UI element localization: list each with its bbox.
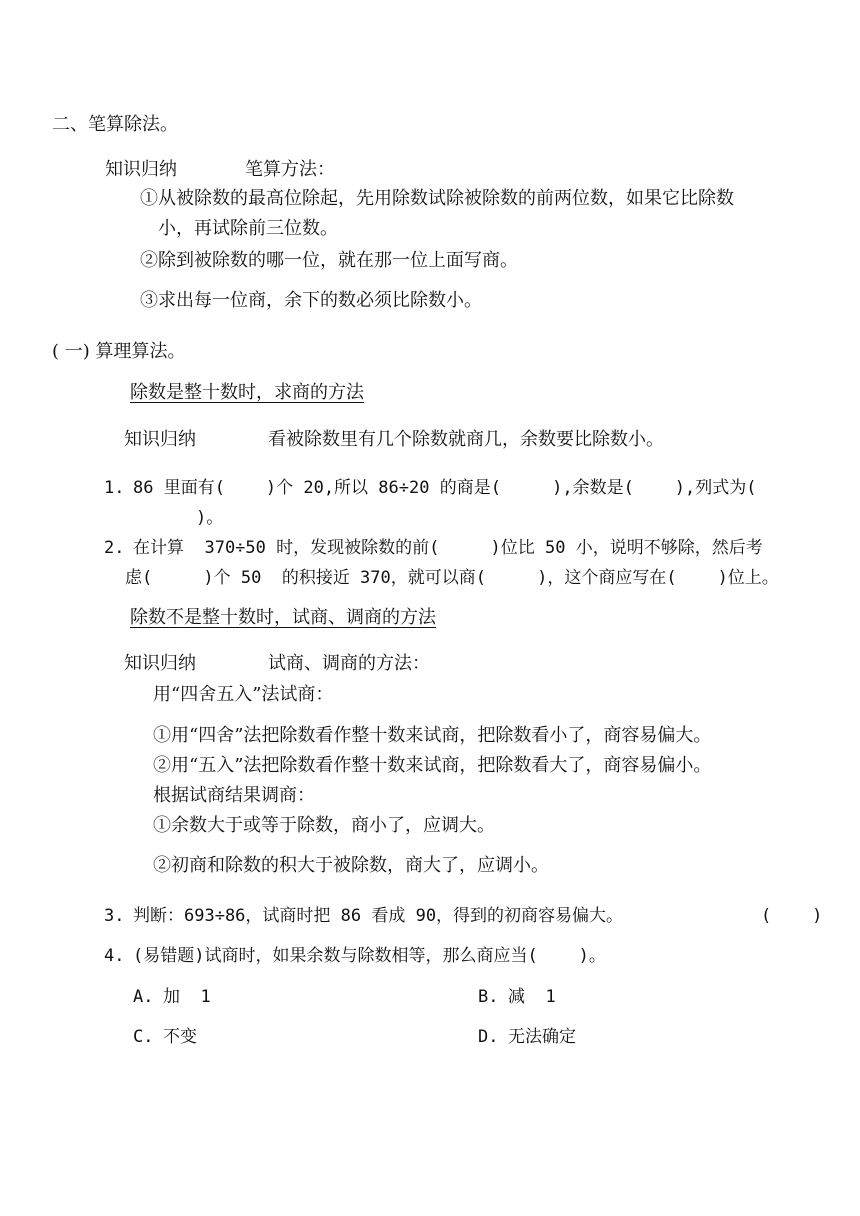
question-text: 判断：693÷86，试商时把 86 看成 90，得到的初商容易偏大。: [133, 906, 624, 926]
option-letter: A.: [133, 987, 154, 1007]
question-number: 2.: [104, 538, 125, 558]
method-line: ①余数大于或等于除数，商小了，应调大。: [153, 815, 495, 836]
knowledge-label: 知识归纳: [124, 429, 196, 450]
question-number: 1.: [104, 478, 125, 498]
method-line: ②初商和除数的积大于被除数，商大了，应调小。: [153, 855, 549, 876]
answer-bracket: ( ): [761, 906, 823, 926]
question-number: 4.: [104, 946, 125, 966]
case-heading: 除数是整十数时，求商的方法: [130, 382, 364, 403]
method-line: 用“四舍五入”法试商：: [153, 684, 334, 705]
section-title: 二、笔算除法。: [52, 114, 178, 135]
knowledge-title: 笔算方法：: [245, 159, 335, 180]
rule-line: ③求出每一位商，余下的数必须比除数小。: [140, 290, 482, 311]
option-letter: D.: [478, 1027, 499, 1047]
case-heading: 除数不是整十数时，试商、调商的方法: [130, 607, 436, 628]
option-text: 无法确定: [508, 1027, 576, 1047]
knowledge-text: 看被除数里有几个除数就商几，余数要比除数小。: [268, 429, 664, 450]
knowledge-title: 试商、调商的方法：: [268, 653, 430, 674]
knowledge-label: 知识归纳: [124, 653, 196, 674]
question-text: )。: [196, 508, 224, 528]
question-text: 86 里面有( )个 20,所以 86÷20 的商是( ),余数是( ),列式为(: [133, 478, 757, 498]
option-letter: B.: [478, 987, 499, 1007]
rule-line: 小，再试除前三位数。: [158, 218, 338, 239]
subsection-title: ( 一) 算理算法。: [52, 341, 186, 362]
method-line: ②用“五入”法把除数看作整十数来试商，把除数看大了，商容易偏小。: [153, 755, 712, 776]
question-text: (易错题)试商时，如果余数与除数相等，那么商应当( )。: [133, 946, 606, 966]
option-text: 加 1: [163, 987, 211, 1007]
option-text: 不变: [163, 1027, 197, 1047]
question-text: 虑( )个 50 的积接近 370，就可以商( )，这个商应写在( )位上。: [125, 568, 779, 588]
rule-line: ②除到被除数的哪一位，就在那一位上面写商。: [140, 250, 518, 271]
question-text: 在计算 370÷50 时，发现被除数的前( )位比 50 小，说明不够除，然后考: [133, 538, 763, 558]
option-letter: C.: [133, 1027, 154, 1047]
question-number: 3.: [104, 906, 125, 926]
option-text: 减 1: [508, 987, 556, 1007]
method-line: ①用“四舍”法把除数看作整十数来试商，把除数看小了，商容易偏大。: [153, 725, 712, 746]
method-line: 根据试商结果调商：: [153, 785, 315, 806]
knowledge-label: 知识归纳: [105, 159, 177, 180]
rule-line: ①从被除数的最高位除起，先用除数试除被除数的前两位数，如果它比除数: [140, 188, 734, 209]
